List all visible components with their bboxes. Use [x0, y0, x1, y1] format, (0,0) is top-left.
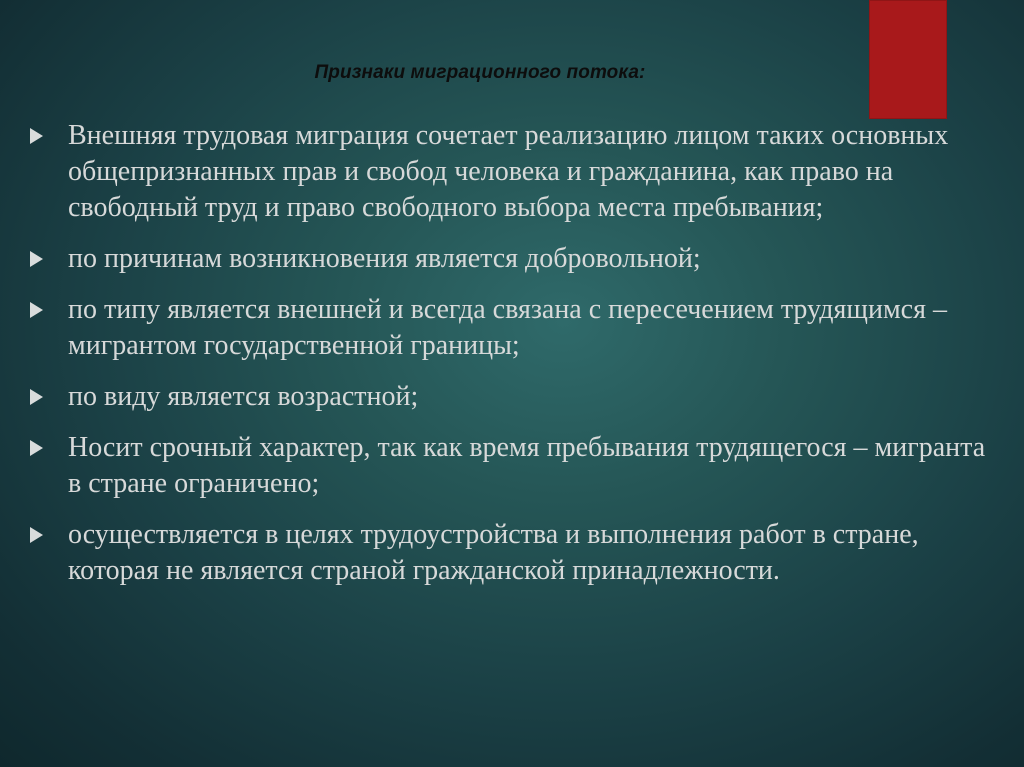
- triangle-right-icon: [30, 389, 43, 405]
- bullet-text: по причинам возникновения является добровольной;: [68, 243, 701, 274]
- bullet-text: по виду является возрастной;: [68, 381, 419, 412]
- accent-bar: [869, 0, 947, 119]
- triangle-right-icon: [30, 527, 43, 543]
- bullet-item: [30, 517, 990, 589]
- bullet-text: осуществляется в целях трудоустройства и выполнения работ в стране, которая не является страной гражданской принадлежности.: [68, 519, 919, 586]
- bullet-item: [30, 430, 990, 502]
- triangle-right-icon: [30, 251, 43, 267]
- bullet-item: [30, 379, 990, 415]
- triangle-right-icon: [30, 302, 43, 318]
- bullet-item: [30, 292, 990, 364]
- triangle-right-icon: [30, 440, 43, 456]
- bullet-text: Носит срочный характер, так как время пребывания трудящегося – мигранта в стране ограничено;: [68, 432, 986, 499]
- triangle-right-icon: [30, 128, 43, 144]
- slide-title: Признаки миграционного потока:: [314, 62, 646, 83]
- bullet-item: [30, 241, 990, 277]
- bullet-text: Внешняя трудовая миграция сочетает реализацию лицом таких основных общепризнанных прав и свобод человека и гражданина, как право на свободный труд и право свободного выбора места пребывания;: [68, 120, 949, 223]
- bullet-item: [30, 118, 990, 226]
- bullet-text: по типу является внешней и всегда связана с пересечением трудящимся – мигрантом государственной границы;: [68, 294, 947, 361]
- bullet-list: [30, 118, 990, 604]
